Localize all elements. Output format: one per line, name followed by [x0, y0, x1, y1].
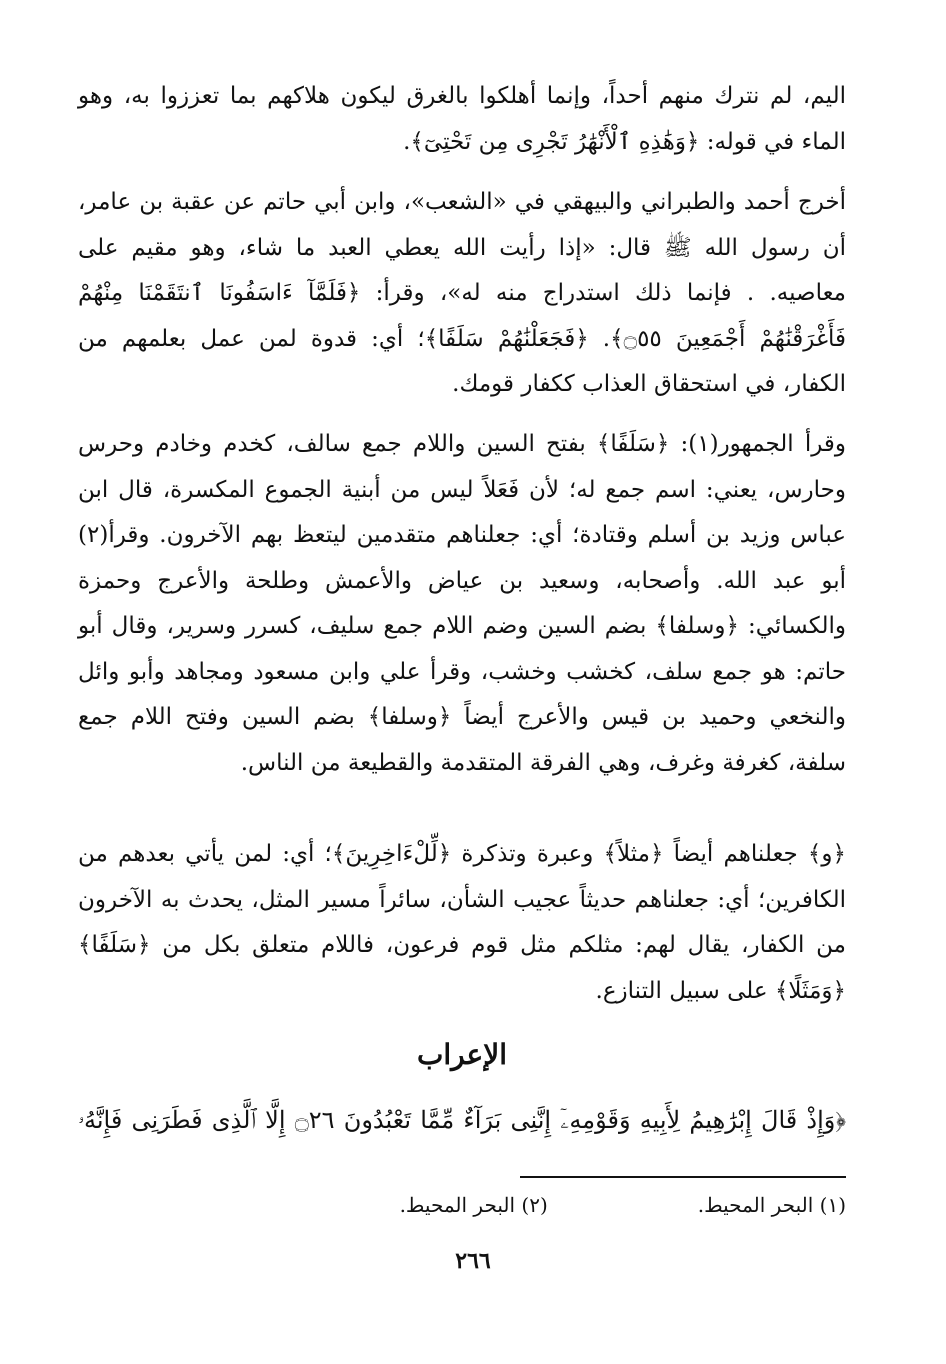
paragraph-2: أخرج أحمد والطبراني والبيهقي في «الشعب»، وابن أبي حاتم عن عقبة بن عامر، أن رسول الله ﷺ قال: «إذا رأيت الله يعطي العبد ما شاء، وهو مقيم على معاصيه. . فإنما ذلك استدراج منه له»، وقرأ: ﴿فَلَمَّآ ءَاسَفُونَا ٱنتَقَمْنَا مِنْهُمْ فَأَغْرَقْنَٰهُمْ أَجْمَعِينَ ۝٥٥﴾. ﴿فَجَعَلْنَٰهُمْ سَلَفًا﴾؛ أي: قدوة لمن عمل بعلمهم من الكفار، في استحقاق العذاب ككفار قومك. — [78, 189, 847, 397]
footnotes — [200, 1190, 846, 1220]
quran-verse-line: ﴿وَإِذْ قَالَ إِبْرَٰهِيمُ لِأَبِيهِ وَقَوْمِهِۦٓ إِنَّنِى بَرَآءٌ مِّمَّا تَعْبُدُونَ ۝٢٦ إِلَّا ٱلَّذِى فَطَرَنِى فَإِنَّهُۥ — [78, 1106, 846, 1134]
footnote-2: (٢) البحر المحيط. — [399, 1193, 548, 1217]
paragraph-4: ﴿و﴾ جعلناهم أيضاً ﴿مثلاً﴾ وعبرة وتذكرة ﴿لِّلْءَاخِرِينَ﴾؛ أي: لمن يأتي بعدهم من الكافرين؛ أي: جعلناهم حديثاً عجيب الشأن، سائراً مسير المثل، يحدث به الآخرون من الكفار، يقال لهم: مثلكم مثل قوم فرعون، فاللام متعلق بكل من ﴿سَلَفًا﴾ ﴿وَمَثَلًا﴾ على سبيل التنازع. — [78, 841, 846, 1004]
page-number: ٢٦٦ — [455, 1248, 491, 1274]
section-heading: الإعراب — [416, 1038, 508, 1071]
footnote-divider — [520, 1176, 846, 1178]
footnote-1: (١) البحر المحيط. — [697, 1193, 846, 1217]
paragraph-1: اليم، لم نترك منهم أحداً، وإنما أهلكوا بالغرق ليكون هلاكهم بما تعززوا به، وهو الماء في قوله: ﴿وَهَٰذِهِ ٱلْأَنْهَٰرُ تَجْرِى مِن تَحْتِىٓ﴾. — [78, 83, 846, 155]
paragraph-3: وقرأ الجمهور(١): ﴿سَلَفًا﴾ بفتح السين واللام جمع سالف، كخدم وخادم وحرس وحارس، يعني: اسم جمع له؛ لأن فَعَلاً ليس من أبنية الجموع المكسرة، قال ابن عباس وزيد بن أسلم وقتادة؛ أي: جعلناهم متقدمين ليتعظ بهم الآخرون. وقرأ(٢) أبو عبد الله. وأصحابه، وسعيد بن عياض والأعمش وطلحة والأعرج وحمزة والكسائي: ﴿وسلفا﴾ بضم السين وضم اللام جمع سليف، كسرر وسرير، وقال أبو حاتم: هو جمع سلف، كخشب وخشب، وقرأ علي وابن مسعود ومجاهد وأبو وائل والنخعي وحميد بن قيس والأعرج أيضاً ﴿وسلفا﴾ بضم السين وفتح اللام جمع سلفة، كغرفة وغرف، وهي الفرقة المتقدمة والقطيعة من الناس. — [78, 431, 846, 776]
